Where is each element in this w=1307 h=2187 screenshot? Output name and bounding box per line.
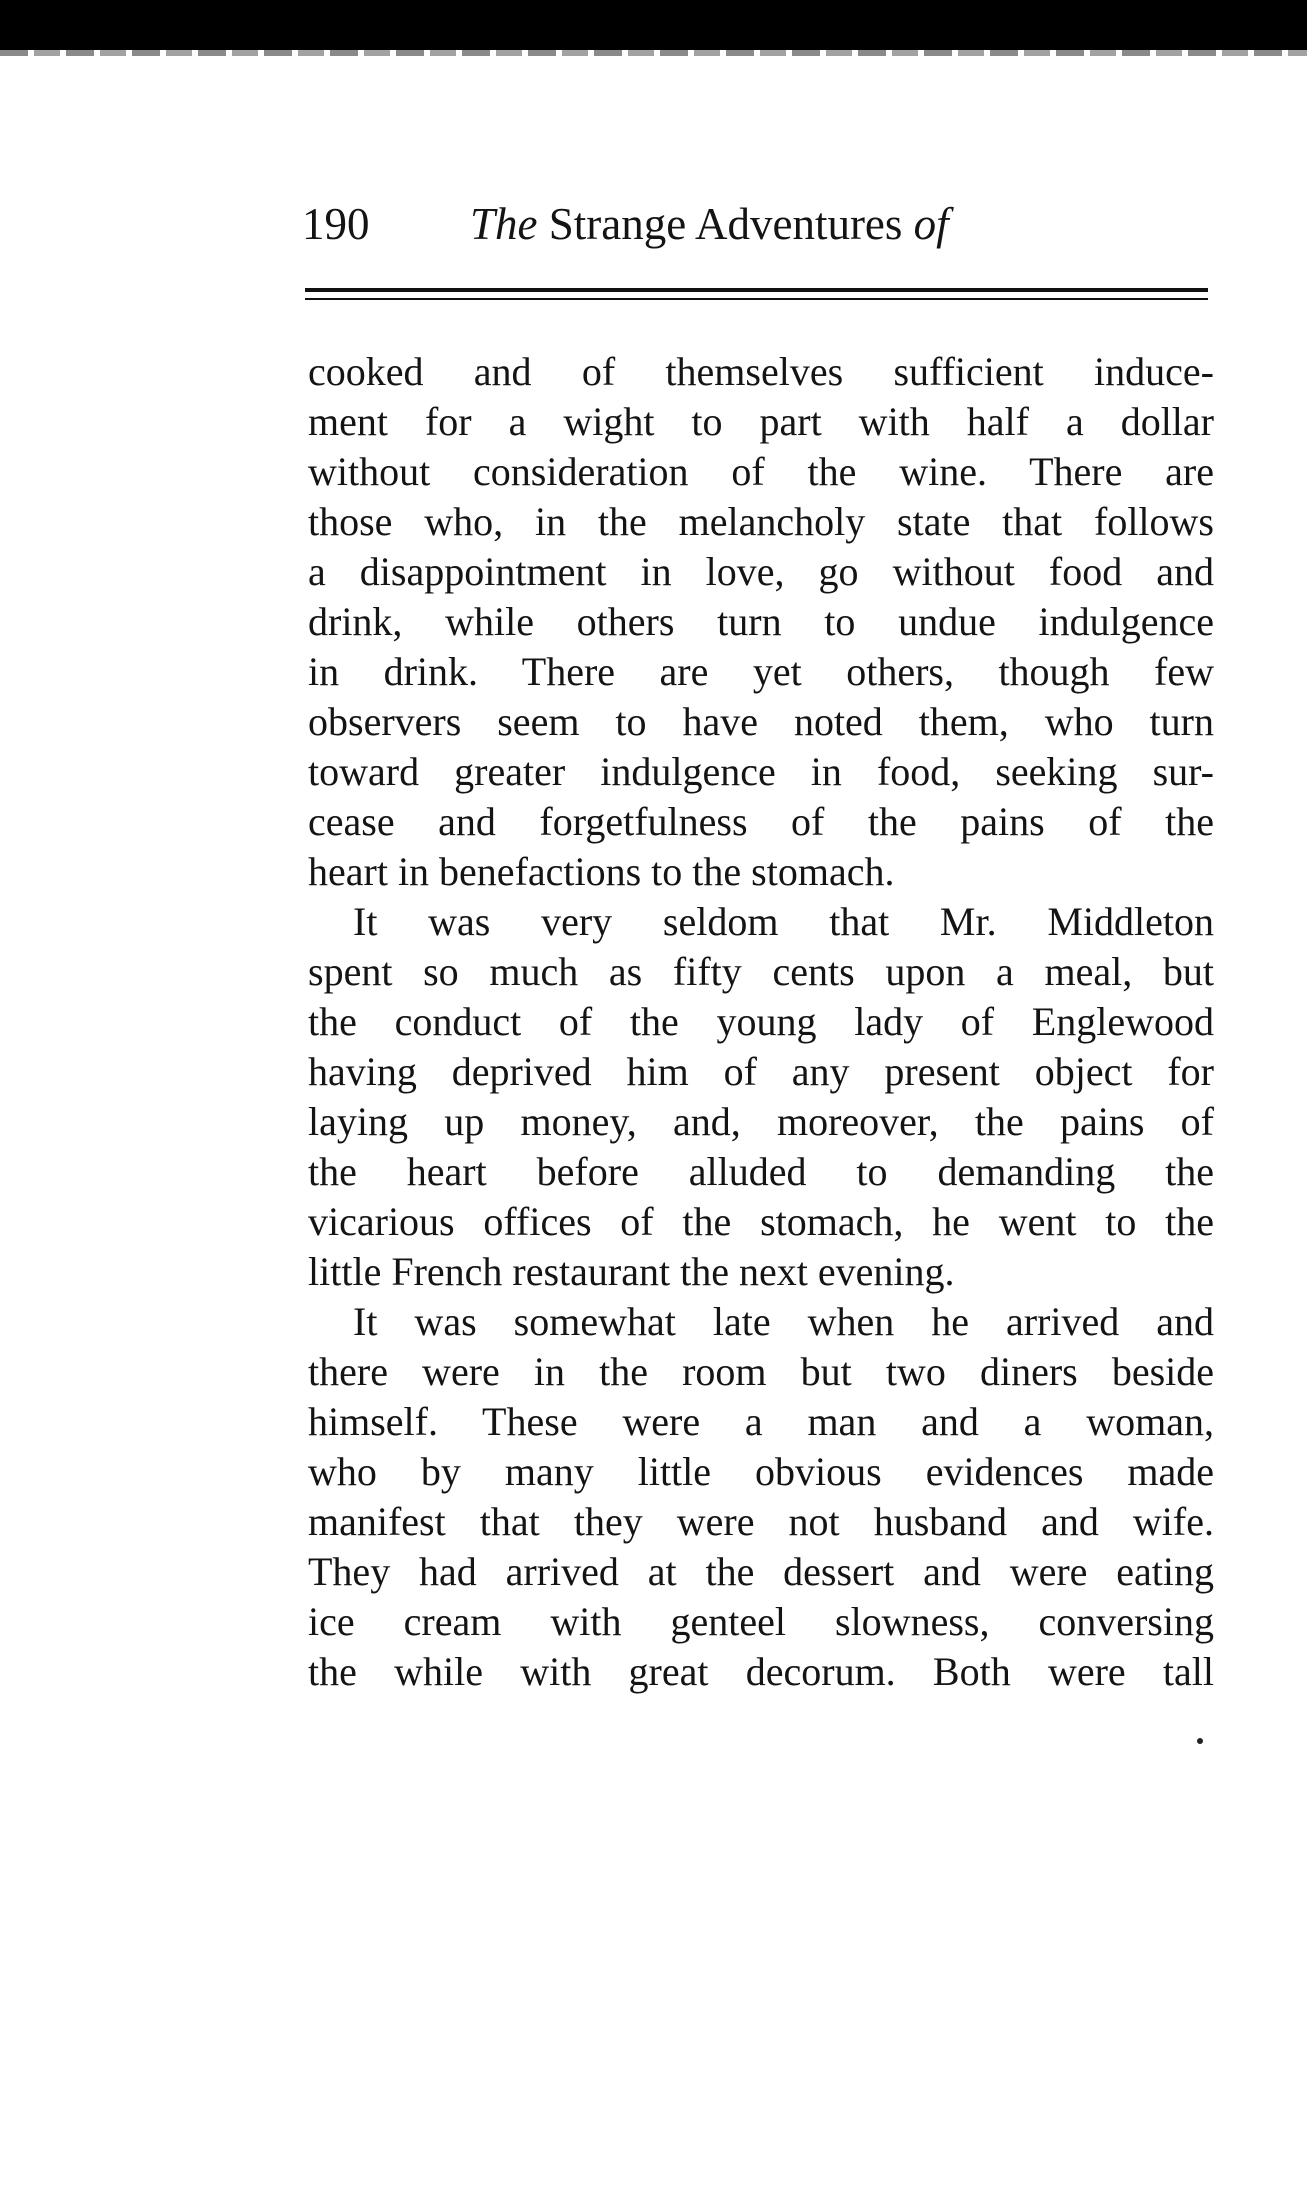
text-line: vicarious offices of the stomach, he went to the <box>308 1199 1214 1244</box>
scan-top-border <box>0 0 1307 50</box>
text-line: a disappointment in love, go without food and <box>308 549 1214 594</box>
text-line: manifest that they were not husband and wife. <box>308 1499 1214 1544</box>
running-header <box>302 192 1208 256</box>
text-line: those who, in the melancholy state that follows <box>308 499 1214 544</box>
header-rule-thick <box>305 288 1208 292</box>
text-line: without consideration of the wine. There are <box>308 449 1214 494</box>
header-rule-thin <box>305 298 1208 300</box>
text-line: the conduct of the young lady of Englewood <box>308 999 1214 1044</box>
text-line: heart in benefactions to the stomach. <box>308 849 895 894</box>
text-line: cooked and of themselves sufficient induce- <box>308 349 1214 394</box>
text-line: cease and forgetfulness of the pains of the <box>308 799 1214 844</box>
scan-speck <box>1197 1738 1203 1744</box>
text-line: having deprived him of any present object for <box>308 1049 1214 1094</box>
text-line: It was somewhat late when he arrived and <box>353 1299 1214 1344</box>
text-line: drink, while others turn to undue indulgence <box>308 599 1214 644</box>
text-line: observers seem to have noted them, who turn <box>308 699 1214 744</box>
text-line: It was very seldom that Mr. Middleton <box>353 899 1214 944</box>
text-line: the while with great decorum. Both were tall <box>308 1649 1214 1694</box>
page-number: 190 <box>302 199 370 249</box>
paragraph-2 <box>308 897 1214 1297</box>
body-text <box>308 347 1214 1697</box>
paragraph-1 <box>308 347 1214 897</box>
running-title-of: of <box>913 199 949 249</box>
text-line: spent so much as fifty cents upon a meal, but <box>308 949 1214 994</box>
text-line: They had arrived at the dessert and were eating <box>308 1549 1214 1594</box>
text-line: toward greater indulgence in food, seeking sur- <box>308 749 1214 794</box>
text-line: ice cream with genteel slowness, conversing <box>308 1599 1214 1644</box>
text-line: who by many little obvious evidences made <box>308 1449 1214 1494</box>
text-line: there were in the room but two diners beside <box>308 1349 1214 1394</box>
text-line: in drink. There are yet others, though few <box>308 649 1214 694</box>
scan-top-border-edge <box>0 50 1307 56</box>
paragraph-3 <box>308 1297 1214 1697</box>
text-line: himself. These were a man and a woman, <box>308 1399 1214 1444</box>
text-line: ment for a wight to part with half a dollar <box>308 399 1214 444</box>
text-line: the heart before alluded to demanding the <box>308 1149 1214 1194</box>
text-line: little French restaurant the next evening. <box>308 1249 955 1294</box>
running-title <box>470 192 949 256</box>
text-line: laying up money, and, moreover, the pains of <box>308 1099 1214 1144</box>
running-title-main: Strange Adventures <box>537 199 914 249</box>
running-title-the: The <box>470 199 538 249</box>
